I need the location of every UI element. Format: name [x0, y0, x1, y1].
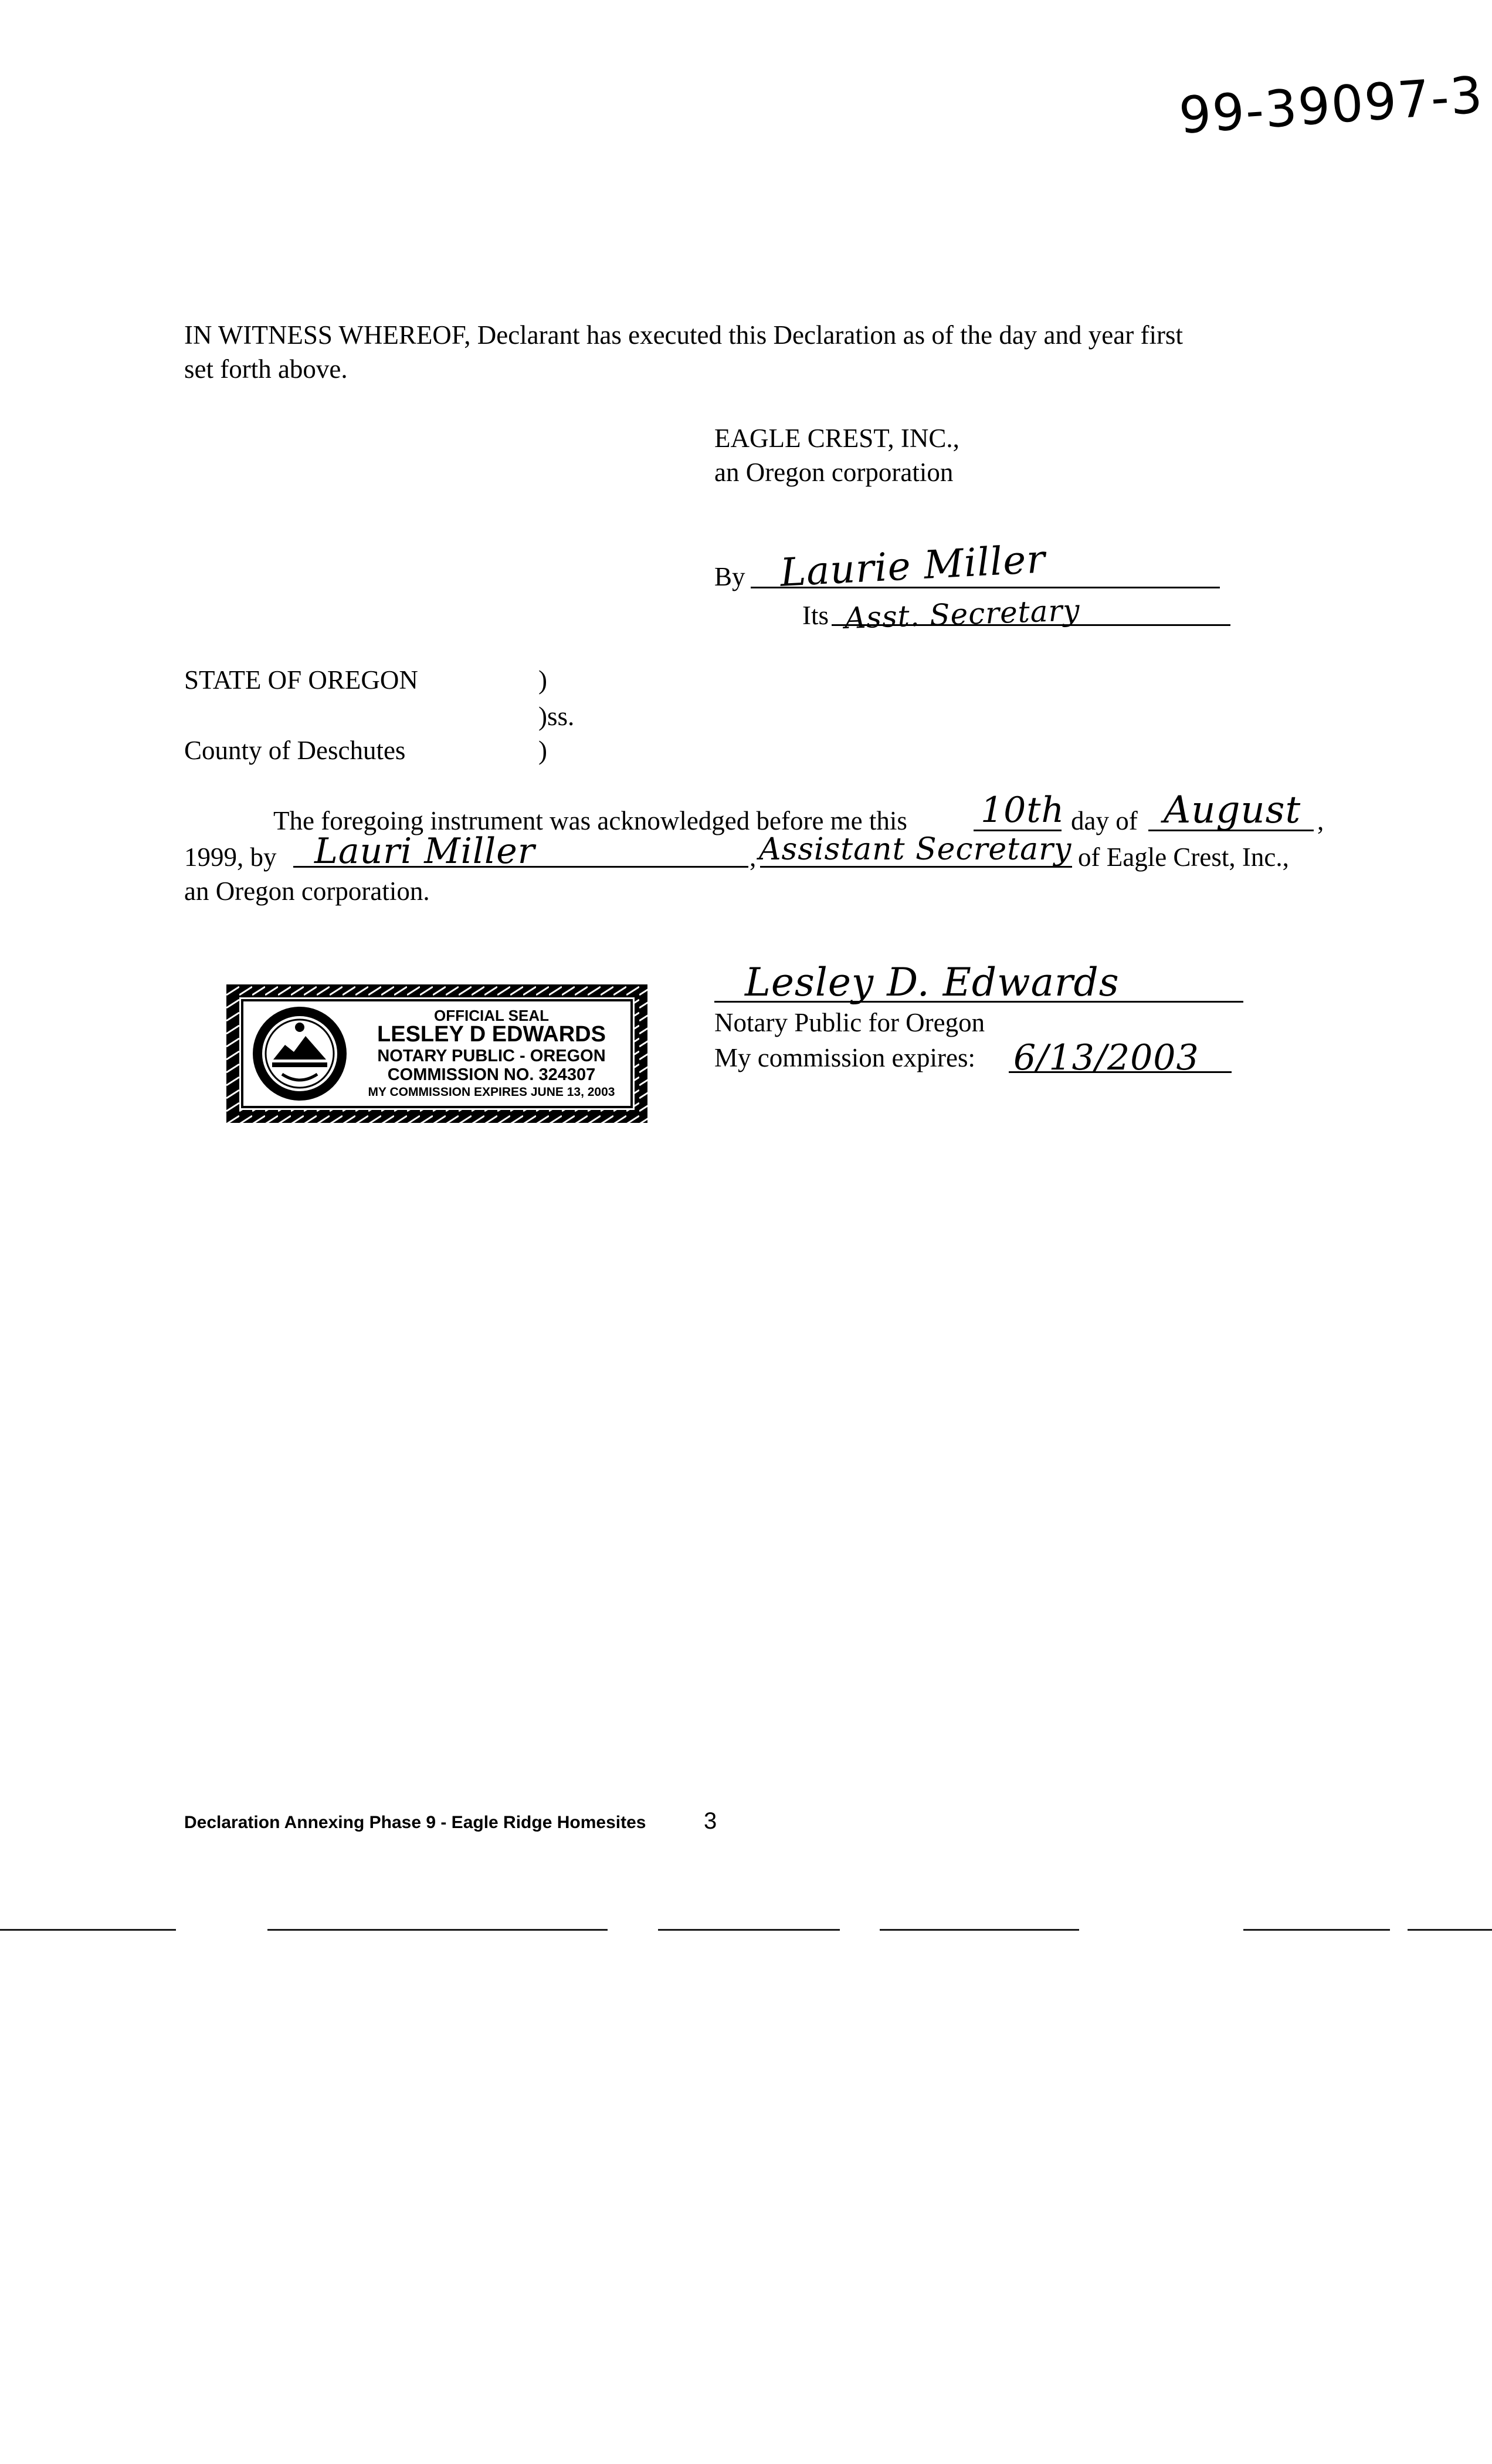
- notary-expires-label: My commission expires:: [714, 1043, 975, 1072]
- ack-part-2: day of: [1071, 806, 1138, 835]
- seal-line-5: MY COMMISSION EXPIRES JUNE 13, 2003: [368, 1085, 615, 1099]
- ack-line-3: an Oregon corporation.: [184, 876, 430, 906]
- notary-label: Notary Public for Oregon: [714, 1008, 985, 1037]
- venue-paren-1: ): [538, 665, 547, 695]
- company-signature: Laurie Miller: [779, 536, 1047, 595]
- state-label: STATE OF OREGON: [184, 665, 418, 695]
- footer-text: Declaration Annexing Phase 9 - Eagle Ridge Homesites: [184, 1813, 646, 1832]
- company-description: an Oregon corporation: [714, 458, 954, 487]
- seal-line-3: NOTARY PUBLIC - OREGON: [377, 1047, 606, 1065]
- ack-name-comma: ,: [750, 842, 757, 872]
- scan-rule-1: [0, 1929, 176, 1931]
- scan-rule-2: [267, 1929, 608, 1931]
- venue-ss: )ss.: [538, 702, 575, 731]
- notary-signature: Lesley D. Edwards: [745, 960, 1120, 1005]
- venue-paren-2: ): [538, 736, 547, 765]
- its-label: Its: [802, 601, 829, 630]
- witness-line-2: set forth above.: [184, 354, 348, 384]
- ack-year-by: 1999, by: [184, 842, 277, 872]
- ack-part-1: The foregoing instrument was acknowledged before me this: [273, 806, 907, 835]
- ack-comma: ,: [1317, 806, 1324, 835]
- county-label: County of Deschutes: [184, 736, 406, 765]
- witness-line-1: IN WITNESS WHEREOF, Declarant has executed this Declaration as of the day and year first: [184, 320, 1183, 350]
- seal-line-2: LESLEY D EDWARDS: [377, 1022, 606, 1047]
- ack-day: 10th: [981, 790, 1065, 831]
- notary-expires-value: 6/13/2003: [1013, 1037, 1199, 1078]
- ack-name: Lauri Miller: [314, 831, 535, 872]
- official-seal-stamp: [226, 984, 647, 1123]
- state-seal-emblem-icon: [250, 1004, 350, 1104]
- company-name: EAGLE CREST, INC.,: [714, 424, 959, 453]
- ack-title: Assistant Secretary: [759, 832, 1072, 867]
- scan-rule-6: [1408, 1929, 1492, 1931]
- scan-rule-4: [880, 1929, 1079, 1931]
- seal-line-4: COMMISSION NO. 324307: [387, 1065, 596, 1084]
- by-label: By: [714, 562, 745, 591]
- seal-line-1: OFFICIAL SEAL: [434, 1007, 549, 1024]
- company-title-handwritten: Asst. Secretary: [844, 593, 1081, 635]
- ack-of-company: of Eagle Crest, Inc.,: [1078, 842, 1289, 872]
- ack-month: August: [1164, 788, 1301, 832]
- footer-page-number: 3: [704, 1808, 717, 1834]
- document-number: 99-39097-3: [1177, 65, 1486, 146]
- scan-rule-3: [658, 1929, 840, 1931]
- scan-rule-5: [1243, 1929, 1390, 1931]
